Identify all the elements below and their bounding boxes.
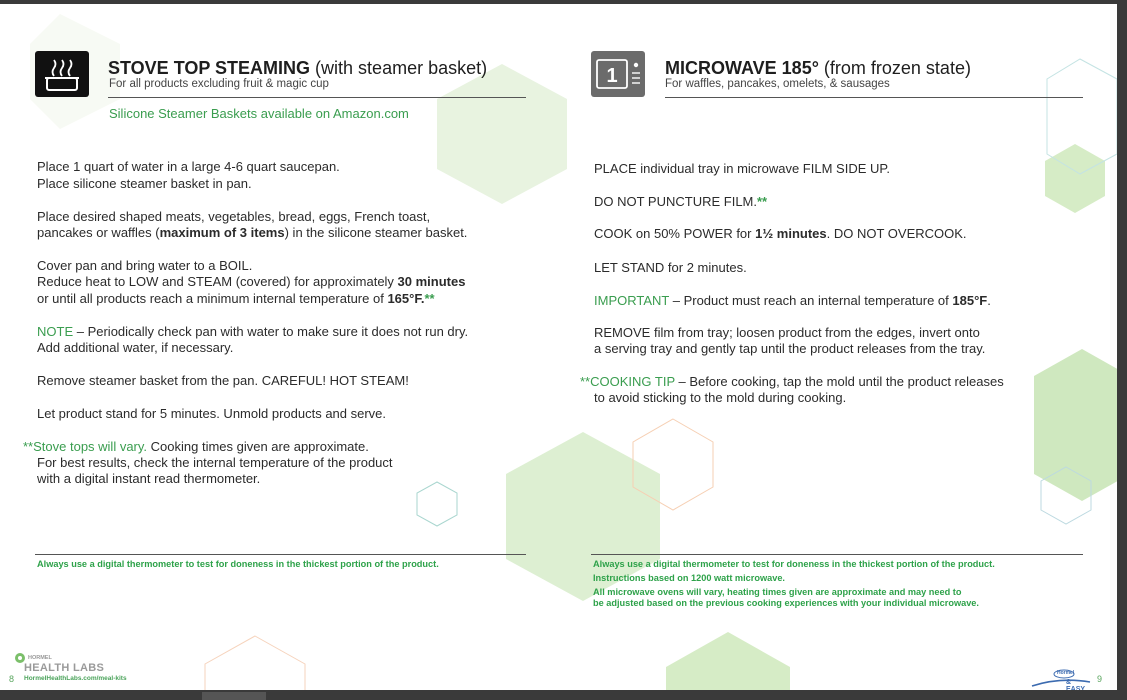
right-line-8: **COOKING TIP – Before cooking, tap the mold until the product releases — [580, 374, 1004, 389]
left-line-14: with a digital instant read thermometer. — [37, 471, 261, 486]
left-line-9: Add additional water, if necessary. — [37, 340, 234, 355]
right-footnote-1: Always use a digital thermometer to test for doneness in the thickest portion of the product. — [593, 559, 995, 569]
logo-small-text: HORMEL — [28, 655, 52, 661]
left-footnote: Always use a digital thermometer to test for doneness in the thickest portion of the product. — [37, 559, 439, 569]
easy-logo — [1030, 668, 1092, 688]
right-line-6: REMOVE film from tray; loosen product from the edges, invert onto — [594, 325, 980, 340]
right-footnote-3: All microwave ovens will vary, heating times given are approximate and may need to — [593, 587, 962, 597]
left-footer-rule — [35, 554, 526, 555]
microwave-icon-digit: 1 — [606, 65, 618, 87]
right-footnote-2: Instructions based on 1200 watt microwave. — [593, 573, 785, 583]
bg-hex-1 — [437, 64, 567, 204]
bg-hex-3 — [1045, 144, 1105, 213]
bg-hex-7 — [417, 482, 457, 526]
steaming-pot-icon — [35, 51, 89, 97]
left-line-11: Let product stand for 5 minutes. Unmold products and serve. — [37, 406, 387, 421]
left-line-13: For best results, check the internal temperature of the product — [37, 455, 393, 470]
right-line-2: DO NOT PUNCTURE FILM.** — [594, 194, 768, 209]
left-line-12: **Stove tops will vary. Cooking times given are approximate. — [23, 439, 369, 454]
left-line-1: Place 1 quart of water in a large 4-6 quart saucepan. — [37, 159, 340, 174]
easy-logo-brand: Hormel — [1057, 670, 1075, 676]
left-line-4: pancakes or waffles (maximum of 3 items) in the silicone steamer basket. — [37, 225, 468, 240]
viewer-bottom-tab[interactable] — [202, 692, 266, 700]
left-line-5: Cover pan and bring water to a BOIL. — [37, 258, 253, 273]
bg-hex-11 — [205, 636, 305, 690]
left-line-7: or until all products reach a minimum internal temperature of 165°F.** — [37, 291, 435, 306]
right-line-9: to avoid sticking to the mold during cooking. — [594, 390, 847, 405]
left-line-3: Place desired shaped meats, vegetables, bread, eggs, French toast, — [37, 209, 431, 224]
right-line-5: IMPORTANT – Product must reach an internal temperature of 185°F. — [594, 293, 991, 308]
left-page-number: 8 — [9, 674, 15, 684]
left-header-rule — [108, 97, 526, 98]
health-labs-logo: HEALTH LABS — [24, 662, 105, 674]
right-line-4: LET STAND for 2 minutes. — [594, 260, 747, 275]
right-section-subtitle: For waffles, pancakes, omelets, & sausages — [665, 78, 890, 90]
left-section-title: STOVE TOP STEAMING (with steamer basket) — [108, 58, 488, 78]
left-line-8: NOTE – Periodically check pan with water to make sure it does not run dry. — [37, 324, 469, 339]
right-footnote-4: be adjusted based on the previous cooking experiences with your individual microwave. — [593, 598, 979, 608]
bg-hex-5 — [666, 632, 790, 690]
easy-logo-name: & EASY — [1066, 679, 1086, 690]
document-page — [0, 4, 1117, 690]
right-header-rule — [665, 97, 1083, 98]
right-line-1: PLACE individual tray in microwave FILM SIDE UP. — [594, 161, 890, 176]
viewer-bottom-bar — [0, 690, 1127, 700]
steamer-basket-note: Silicone Steamer Baskets available on Amazon.com — [109, 106, 409, 121]
right-line-7: a serving tray and gently tap until the product releases from the tray. — [594, 341, 986, 356]
left-line-6: Reduce heat to LOW and STEAM (covered) for approximately 30 minutes — [37, 274, 466, 289]
right-page-number: 9 — [1097, 674, 1103, 684]
left-logo-url: HormelHealthLabs.com/meal-kits — [24, 675, 127, 682]
right-footer-rule — [591, 554, 1083, 555]
right-line-3: COOK on 50% POWER for 1½ minutes. DO NOT OVERCOOK. — [594, 226, 967, 241]
left-line-2: Place silicone steamer basket in pan. — [37, 176, 252, 191]
left-line-10: Remove steamer basket from the pan. CAREFUL! HOT STEAM! — [37, 373, 409, 388]
microwave-icon — [591, 51, 645, 97]
left-section-subtitle: For all products excluding fruit & magic cup — [109, 78, 329, 90]
right-section-title: MICROWAVE 185° (from frozen state) — [665, 58, 971, 78]
